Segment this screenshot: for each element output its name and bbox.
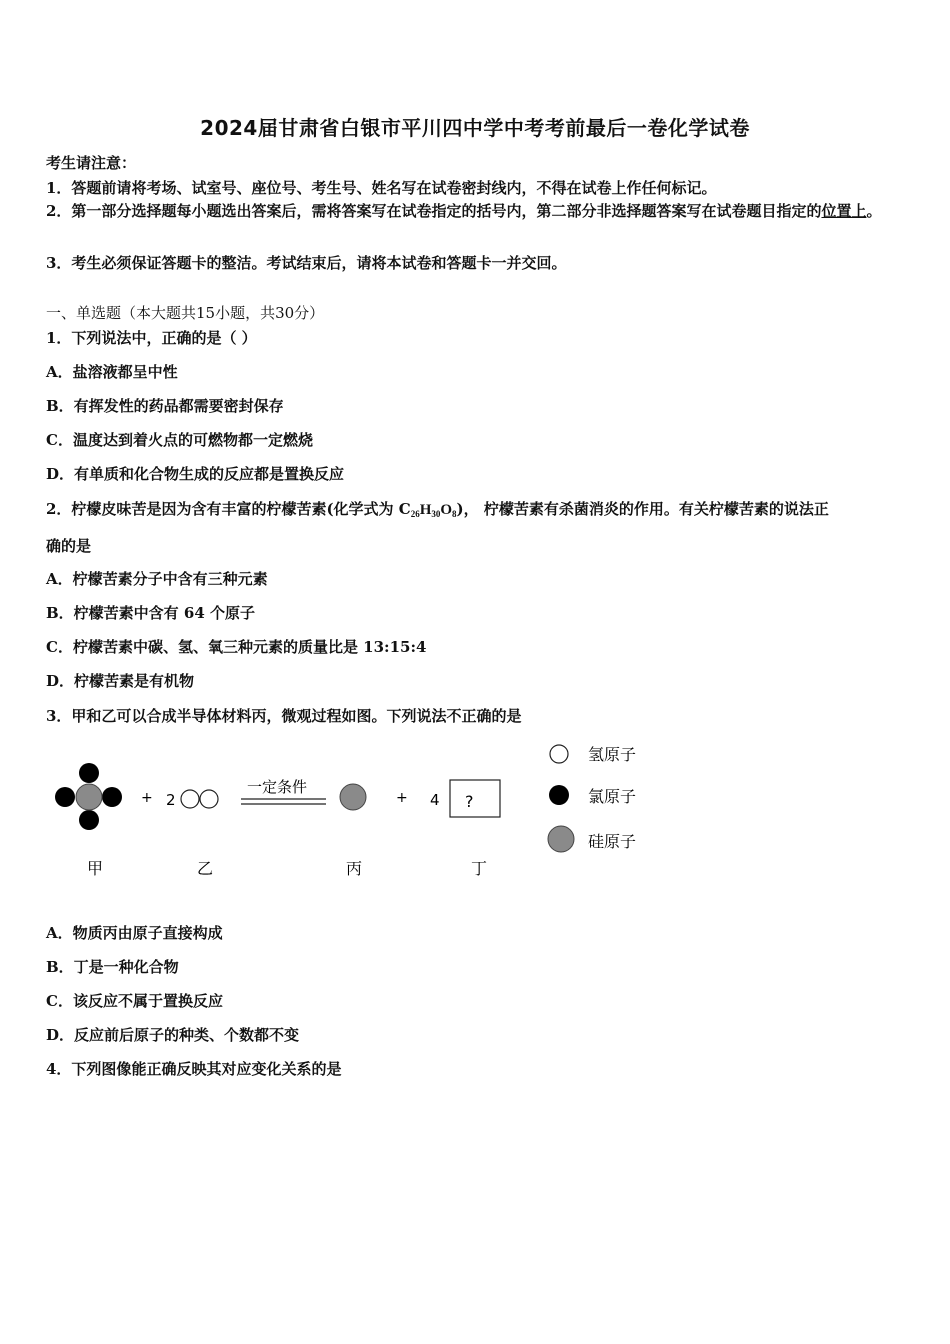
section-heading: 一、单选题（本大题共15小题，共30分） (46, 304, 325, 322)
cl-atom-top (79, 763, 99, 783)
label-jia: 甲 (87, 859, 104, 878)
plus-sign-2: + (396, 790, 408, 806)
notice-item-2-underlined: 位置上 (821, 202, 867, 220)
legend-si-label: 硅原子 (588, 832, 637, 851)
formula-o: O (440, 502, 453, 518)
molecule-bing-si-atom (340, 784, 366, 810)
notice-item-2-text: 2．第一部分选择题每小题选出答案后，需将答案写在试卷指定的括号内，第二部分非选择题答案写在试卷题目指定的 (46, 202, 822, 220)
question-2-stem-continued: 确的是 (46, 537, 92, 555)
question-4-stem: 4．下列图像能正确反映其对应变化关系的是 (46, 1060, 342, 1078)
notice-item-2 (46, 199, 906, 224)
plus-sign-1: + (141, 790, 153, 806)
question-1-stem: 1．下列说法中，正确的是（ ） (46, 329, 257, 347)
si-atom-center (76, 784, 102, 810)
h-atom-2 (200, 790, 218, 808)
question-2-stem-rest: )， 柠檬苦素有杀菌消炎的作用。有关柠檬苦素的说法正 (456, 500, 829, 518)
notice-heading: 考生请注意： (46, 154, 137, 172)
question-3-option-b: B．丁是一种化合物 (46, 958, 179, 976)
question-2-stem-start: 2．柠檬皮味苦是因为含有丰富的柠檬苦素(化学式为 C (46, 500, 411, 518)
coefficient-2: 2 (166, 791, 176, 809)
cl-atom-left (55, 787, 75, 807)
formula-sub-c: 26 (410, 509, 420, 519)
unknown-mark: ? (465, 792, 474, 811)
label-yi: 乙 (197, 859, 214, 878)
question-2-option-c: C．柠檬苦素中碳、氢、氧三种元素的质量比是 13:15:4 (46, 638, 427, 656)
question-1-option-b: B．有挥发性的药品都需要密封保存 (46, 397, 284, 415)
legend-cl-icon (549, 785, 569, 805)
question-3-stem: 3．甲和乙可以合成半导体材料丙，微观过程如图。下列说法不正确的是 (46, 707, 522, 725)
cl-atom-right (102, 787, 122, 807)
formula-sub-o: 8 (452, 509, 457, 519)
legend-h-icon (550, 745, 568, 763)
question-3-option-d: D．反应前后原子的种类、个数都不变 (46, 1026, 300, 1044)
coefficient-4: 4 (430, 791, 440, 809)
question-1-option-c: C．温度达到着火点的可燃物都一定燃烧 (46, 431, 313, 449)
molecule-jia (55, 763, 122, 830)
formula-h: H (419, 502, 432, 518)
cl-atom-bottom (79, 810, 99, 830)
unknown-box (450, 780, 500, 817)
formula-sub-h: 30 (431, 509, 441, 519)
question-1-option-d: D．有单质和化合物生成的反应都是置换反应 (46, 465, 345, 483)
molecule-yi (181, 790, 218, 808)
question-3-option-a: A．物质丙由原子直接构成 (46, 924, 223, 942)
label-bing: 丙 (346, 859, 363, 878)
legend-si-icon (548, 826, 574, 852)
notice-item-2-end: 。 (866, 202, 882, 220)
label-ding: 丁 (471, 859, 488, 878)
question-2-option-b: B．柠檬苦素中含有 64 个原子 (46, 604, 255, 622)
page-title: 2024届甘肃省白银市平川四中学中考考前最后一卷化学试卷 (200, 116, 750, 140)
notice-item-3: 3．考生必须保证答题卡的整洁。考试结束后，请将本试卷和答题卡一并交回。 (46, 254, 567, 272)
h-atom-1 (181, 790, 199, 808)
legend-cl-label: 氯原子 (588, 787, 637, 806)
reaction-condition: 一定条件 (247, 778, 308, 796)
question-1-option-a: A．盐溶液都呈中性 (46, 363, 178, 381)
notice-item-1: 1．答题前请将考场、试室号、座位号、考生号、姓名写在试卷密封线内，不得在试卷上作任何标记。 (46, 179, 717, 197)
question-2-option-d: D．柠檬苦素是有机物 (46, 672, 195, 690)
reaction-diagram (40, 730, 680, 890)
question-2-stem (46, 498, 829, 519)
legend-h-label: 氢原子 (588, 745, 637, 764)
question-2-option-a: A．柠檬苦素分子中含有三种元素 (46, 570, 268, 588)
question-3-option-c: C．该反应不属于置换反应 (46, 992, 223, 1010)
